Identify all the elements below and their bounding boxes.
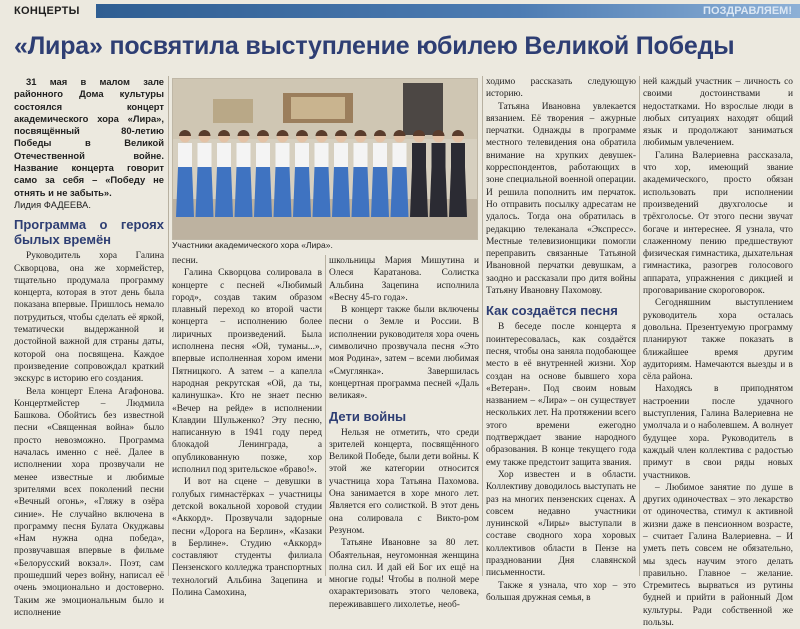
paragraph: И вот на сцене – девушки в голубых гимнастёрках – участницы детской вокальной хоровой студии «Аккорд». Прозвучали задорные песни «Дорога на Берлин», «Казаки в Берлине». Студию «Аккорд» составляют студенты филиала Пензенского колледжа транспортных технологий Альбина Зацепина и Полина Самохина, [172, 477, 322, 599]
choir-singer [235, 130, 253, 217]
choir-singer [313, 130, 331, 217]
article-column-4 [486, 76, 636, 603]
choir-singer [391, 130, 409, 217]
article-headline: «Лира» посвятила выступление юбилею Великой Победы [14, 32, 735, 60]
article-column-1 [14, 76, 164, 618]
paragraph: ней каждый участник – личность со своими достоинствами и недостатками. Но взрослые люди в любых ситуациях находят общий язык и продолжают заниматься любимым увлечением. [643, 77, 793, 149]
article-column-3 [329, 255, 479, 610]
section-rubric: КОНЦЕРТЫ [14, 5, 80, 17]
paragraph: Хор известен и в области. Коллективу доводилось выступать не раз на многих пензенских сценах. А совсем недавно участники лунинской «Лиры» выступали в составе сводного хора хоровых коллективов области в Пензе на праздновании Дня славянской письменности. [486, 469, 636, 579]
paragraph: – Любимое занятие по душе в других одиночествах – это лекарство от одиночества, стимул к активной жизни даже в пенсионном возрасте, – считает Галина Валериевна. – И уметь петь совсем не обязательно, мы здесь научим этого делать правильно. Главное – желание. Стремитесь вырваться из рутины будней и прийти в районный Дом культуры. Ради собственной же пользы. [643, 482, 793, 629]
paragraph: Татьяне Ивановне за 80 лет. Обаятельная, неугомонная женщина полна сил. И дай ей Бог их ещё на многие годы! Чтобы в полной мере охарактеризовать этого человека, переживавшего лихолетье, необ- [329, 538, 479, 610]
paragraph: ходимо рассказать следующую историю. [486, 77, 636, 100]
choir-singer [332, 130, 350, 217]
choir-photo-illustration [173, 79, 477, 239]
paragraph: В концерт также были включены песни о Земле и России. В исполнении руководителя хора очень символично прозвучала песня «Это моя Родина», затем – всеми любимая «Смуглянка». Завершилась концертная программа песней «Даль великая». [329, 305, 479, 402]
paragraph: Галина Скворцова солировала в концерте с песней «Любимый город», создав таким образом плавный переход ко второй части концерта – исполнению более лиричных произведений. Была исполнена песня «Ой, туманы...», впервые исполненная хором имени Пятницкого. А затем – а капелла народная рекрутская «Ой, да ты, калинушка». Кто не знает песню «Вечер на рейде» в исполнении Клавдии Шульженко? Эту песню, написанную в 1941 году перед блокадой Ленинграда, а опубликованную позже, хор исполнил под зрительское «браво!». [172, 268, 322, 476]
section-heading-song: Как создаётся песня [486, 303, 618, 319]
choir-singer [293, 130, 311, 217]
choir-singer [254, 130, 272, 217]
choir-singer [352, 130, 370, 217]
photo-caption: Участники академического хора «Лира». [172, 240, 333, 250]
paragraph: песни. [172, 256, 198, 266]
paragraph: Также я узнала, что хор – это большая дружная семья, в [486, 580, 636, 603]
choir-singer [196, 130, 214, 217]
paragraph: Галина Валериевна рассказала, что хор, имеющий звание академического, просто обязан использовать при исполнении произведений двухголосье и трёхголосье. От этого песни звучат богаче и интереснее. Я узнала, что слаженному пению предшествуют физическая гимнастика, дыхательная гимнастика, разогрев голосового аппарата, упражнения с дикцией и проговаривание скороговорок. [643, 150, 793, 297]
choir-singer [430, 130, 448, 217]
column-rule [168, 76, 169, 576]
section-banner [96, 4, 800, 18]
choir-singer [449, 130, 467, 217]
column-rule [482, 76, 483, 576]
paragraph: Сегодняшним выступлением руководитель хора осталась довольна. Презентуемую программу планируют также показать в ближайшее время другим аудиториям. Намечаются выезды и в сёла района. [643, 298, 793, 383]
column-rule [639, 76, 640, 576]
paragraph: Нельзя не отметить, что среди зрителей концерта, посвящённого Великой Победе, были дети войны. К этой же категории относится участница хора Татьяна Пахомова. Она занимается в хоре много лет. Является его солисткой. В этот день она солировала с Викто-ром Резуном. [329, 427, 479, 536]
paragraph: В беседе после концерта я поинтересовалась, как создаётся песня, чтобы она заняла подобающее место в её внутренней жизни. Хор создан на основе бывшего хора «Ветеран». Под своим новым названием – «Лира» – он существует нескольких лет. На протяжении всего этого времени ежегодно подтверждает звание народного образования. В конце текущего года ему также предстоит защита звания. [486, 322, 636, 468]
paragraph: Находясь в приподнятом настроении после удачного выступления, Галина Валериевна не умолчала и о наболевшем. А волнует будущее хора. Руководитель в каждый член коллектива с радостью примут в свои ряды новых участников. [643, 384, 793, 481]
choir-singer [410, 130, 428, 217]
banner-text: ПОЗДРАВЛЯЕМ! [703, 5, 792, 17]
choir-singer [371, 130, 389, 217]
column-rule [325, 255, 326, 576]
choir-singer [176, 130, 194, 217]
article-lead: 31 мая в малом зале районного Дома культуры состоялся концерт академического хора «Лира», посвящённый 80-летию Победы в Великой Отечественной войне. Название концерта говорит само за себя – «Победу не отнять и не забыть». [14, 76, 164, 198]
paragraph: Руководитель хора Галина Скворцова, она же хормейстер, тщательно продумала программу концерта, которая в этот день была показана впервые. Пришлось немало потрудиться, чтобы сделать её яркой, тематически выдержанной и достойной важной для страны даты, которой она посвящена. Каждое произведение сопровождал краткий экскурс в историю его создания. [14, 251, 164, 385]
paragraph: школьницы Мария Мишутина и Олеся Каратанова. Солистка Альбина Зацепина исполнила «Весну 45-го года». [329, 256, 479, 303]
section-heading-war-children: Дети войны [329, 408, 407, 424]
choir-photo [172, 78, 478, 240]
article-column-2 [172, 255, 322, 599]
section-heading-program: Программа о героях былых времён [14, 217, 164, 248]
choir-singer [215, 130, 233, 217]
article-column-5 [643, 76, 793, 629]
article-author: Лидия ФАДЕЕВА. [14, 198, 91, 210]
paragraph: Вела концерт Елена Агафонова. Концертмейстер – Людмила Башкова. Обойтись без известной песни «Священная война» было просто невозможно. Программа началась именно с неё. Далее в исполнении хора прозвучали не менее известные и любимые зрителями всех поколений песни «Вечный огонь», «Гляжу в озёра синие». Не случайно включена в программу песня Булата Окуджавы «Нам нужна одна победа», прозвучавшая впервые в фильме «Белорусский вокзал». Поэт, сам прошедший через войну, написал её очень эмоционально и достоверно. Таким же эмоциональным было и исполнение [14, 386, 164, 618]
paragraph: Татьяна Ивановна увлекается вязанием. Её творения – ажурные перчатки. Однажды в программе местного телевидения она обратила внимание на хрупких девушек-корреспондентов, работающих в зоне специальной военной операции. И решила пополнить им перчаток. Но отправить посылку адресатам не удалось. Тогда она обратилась в редакцию телеканала «Экспресс». Местные телевизионщики помогли переправить связанные Татьяной Ивановной перчатки девушкам, а заодно и рассказали про дитя войны Татьяну Ивановну Пахомову. [486, 101, 636, 297]
choir-singer [274, 130, 292, 217]
